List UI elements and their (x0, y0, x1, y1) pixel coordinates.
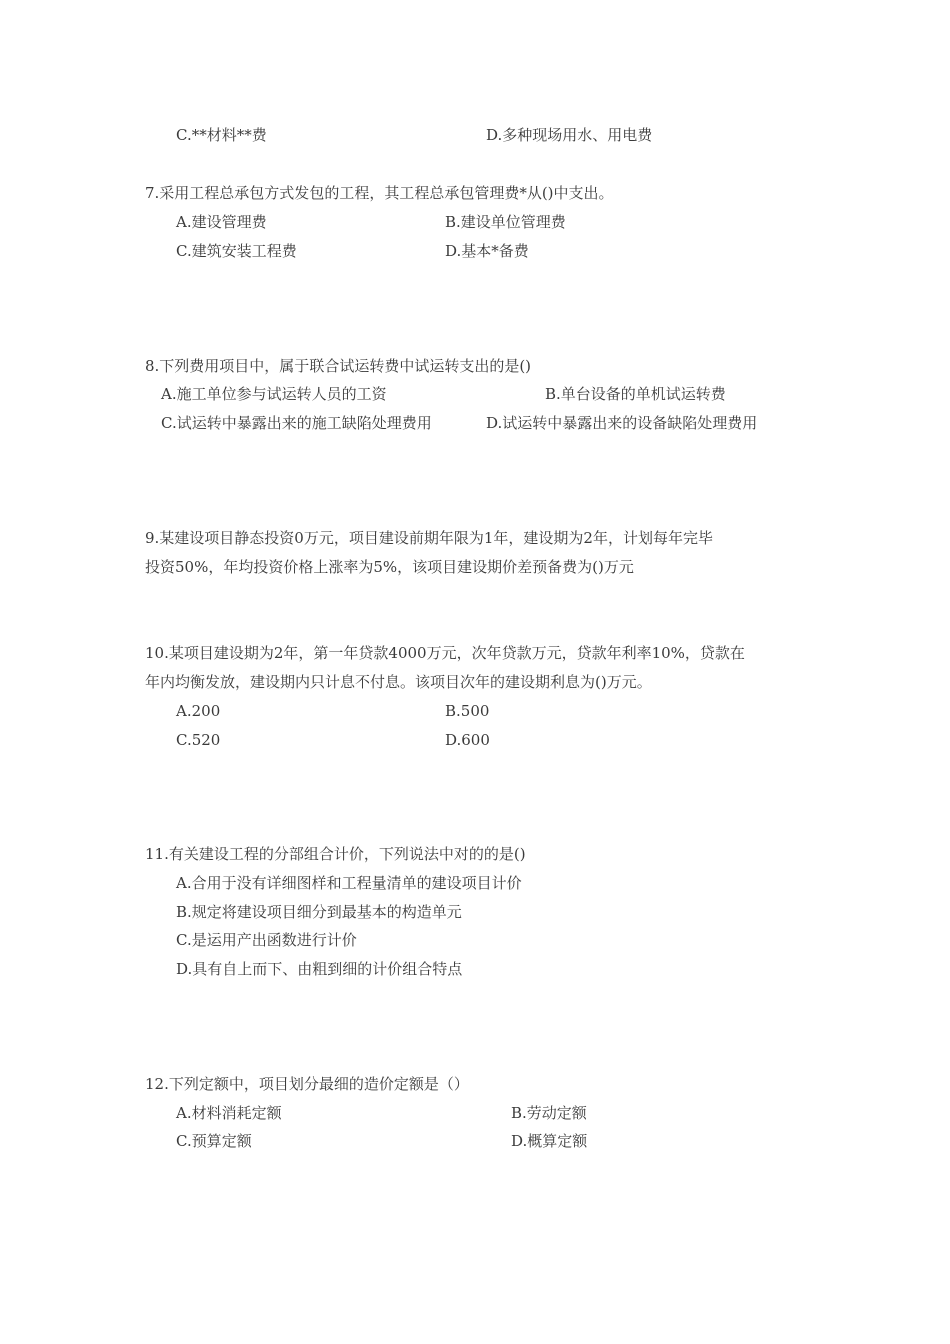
q11-option-d: D.具有自上而下、由粗到细的计价组合特点 (176, 960, 463, 978)
q7-option-d: D.基本*备费 (445, 242, 529, 260)
q10-option-b: B.500 (445, 702, 490, 720)
q7-option-a: A.建设管理费 (176, 213, 267, 231)
q12-option-b: B.劳动定额 (511, 1104, 587, 1122)
q8-option-b: B.单台设备的单机试运转费 (545, 385, 726, 403)
q11-option-c: C.是运用产出函数进行计价 (176, 931, 357, 949)
q7-option-b: B.建设单位管理费 (445, 213, 566, 231)
q7-option-c: C.建筑安装工程费 (176, 242, 297, 260)
q11-stem: 11.有关建设工程的分部组合计价，下列说法中对的的是() (145, 845, 526, 863)
q9-line-1: 9.某建设项目静态投资0万元，项目建设前期年限为1年，建设期为2年，计划每年完毕 (145, 529, 713, 547)
q8-stem: 8.下列费用项目中，属于联合试运转费中试运转支出的是() (145, 357, 532, 375)
q10-option-c: C.520 (176, 731, 221, 749)
q11-option-b: B.规定将建设项目细分到最基本的构造单元 (176, 903, 462, 921)
q8-option-d: D.试运转中暴露出来的设备缺陷处理费用 (486, 414, 758, 432)
q12-option-a: A.材料消耗定额 (176, 1104, 282, 1122)
q7-stem: 7.采用工程总承包方式发包的工程，其工程总承包管理费*从()中支出。 (145, 184, 614, 202)
q10-option-a: A.200 (176, 702, 221, 720)
q6-option-c: C.**材料**费 (176, 126, 267, 144)
q11-option-a: A.合用于没有详细图样和工程量清单的建设项目计价 (176, 874, 522, 892)
q12-stem: 12.下列定额中，项目划分最细的造价定额是（） (145, 1075, 469, 1093)
q12-option-d: D.概算定额 (511, 1132, 588, 1150)
q10-option-d: D.600 (445, 731, 490, 749)
q9-line-2: 投资50%，年均投资价格上涨率为5%，该项目建设期价差预备费为()万元 (145, 558, 634, 576)
q10-line-2: 年内均衡发放，建设期内只计息不付息。该项目次年的建设期利息为()万元。 (145, 673, 652, 691)
q8-option-c: C.试运转中暴露出来的施工缺陷处理费用 (161, 414, 432, 432)
q10-line-1: 10.某项目建设期为2年，第一年贷款4000万元，次年贷款万元，贷款年利率10%，贷款在 (145, 644, 745, 662)
q6-option-d: D.多种现场用水、用电费 (486, 126, 653, 144)
q8-option-a: A.施工单位参与试运转人员的工资 (161, 385, 387, 403)
q12-option-c: C.预算定额 (176, 1132, 252, 1150)
